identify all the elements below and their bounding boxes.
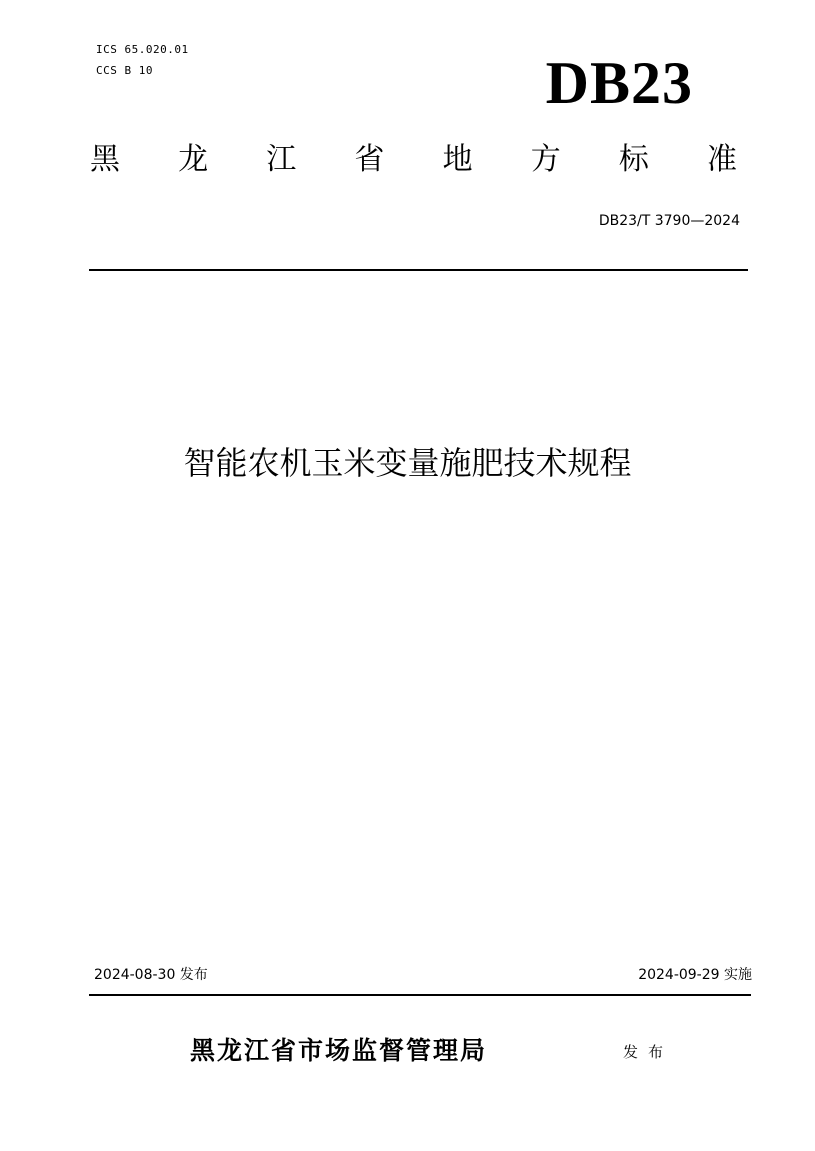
db-logo: DB23 xyxy=(545,50,693,116)
publisher-name: 黑龙江省市场监督管理局 xyxy=(190,1036,488,1065)
implementation-date: 2024-09-29 实施 xyxy=(638,967,752,983)
footer-divider xyxy=(89,994,751,996)
issue-date: 2024-08-30 发布 xyxy=(94,967,208,983)
standard-number: DB23/T 3790—2024 xyxy=(598,213,740,229)
standard-type-char: 江 xyxy=(266,142,297,177)
document-title: 智能农机玉米变量施肥技术规程 xyxy=(183,444,632,482)
header-divider xyxy=(89,269,748,271)
publish-label: 发布 xyxy=(623,1043,674,1061)
standard-type-char: 地 xyxy=(442,142,473,177)
standard-type-heading xyxy=(90,140,737,180)
standard-type-char: 省 xyxy=(354,142,385,177)
standard-type-char: 龙 xyxy=(178,142,209,177)
ccs-code: CCS B 10 xyxy=(96,64,153,77)
standard-type-char: 准 xyxy=(706,142,737,177)
standard-type-char: 标 xyxy=(618,142,649,177)
standard-type-char: 方 xyxy=(530,142,561,177)
ics-code: ICS 65.020.01 xyxy=(96,43,189,56)
standard-type-char: 黑 xyxy=(90,142,120,177)
